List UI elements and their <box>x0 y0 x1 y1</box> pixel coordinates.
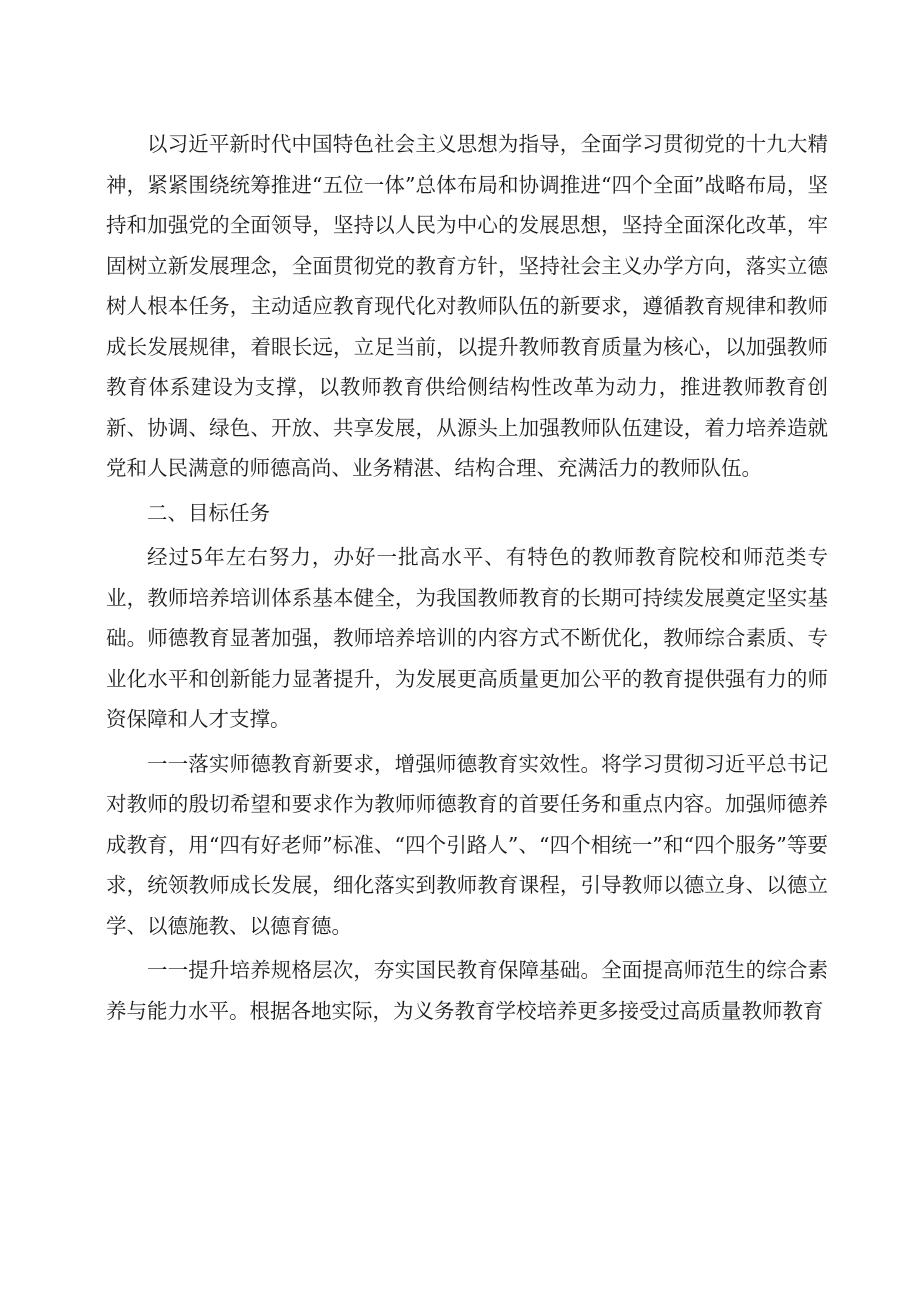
document-body <box>106 124 828 1035</box>
paragraph-five-year-goal: 经过5年左右努力，办好一批高水平、有特色的教师教育院校和师范类专业，教师培养培训体系基本健全，为我国教师教育的长期可持续发展奠定坚实基础。师德教育显著加强，教师培养培训的内容方式不断优化，教师综合素质、专业化水平和创新能力显著提升，为发展更高质量更加公平的教育提供强有力的师资保障和人才支撑。 <box>106 545 828 731</box>
section-heading-goals: 二、目标任务 <box>147 500 270 525</box>
paragraph-training-standards: 一一提升培养规格层次，夯实国民教育保障基础。全面提高师范生的综合素养与能力水平。根据各地实际，为义务教育学校培养更多接受过高质量教师教育 <box>106 958 828 1023</box>
paragraph-guiding-ideology: 以习近平新时代中国特色社会主义思想为指导，全面学习贯彻党的十九大精神，紧紧围绕统筹推进“五位一体”总体布局和协调推进“四个全面”战略布局，坚持和加强党的全面领导，坚持以人民为中心的发展思想，坚持全面深化改革，牢固树立新发展理念，全面贯彻党的教育方针，坚持社会主义办学方向，落实立德树人根本任务，主动适应教育现代化对教师队伍的新要求，遵循教育规律和教师成长发展规律，着眼长远，立足当前，以提升教师教育质量为核心，以加强教师教育体系建设为支撑，以教师教育供给侧结构性改革为动力，推进教师教育创新、协调、绿色、开放、共享发展，从源头上加强教师队伍建设，着力培养造就党和人民满意的师德高尚、业务精湛、结构合理、充满活力的教师队伍。 <box>106 132 828 480</box>
paragraph-ethics-education: 一一落实师德教育新要求，增强师德教育实效性。将学习贯彻习近平总书记对教师的殷切希望和要求作为教师师德教育的首要任务和重点内容。加强师德养成教育，用“四有好老师”标准、“四个引路人”、“四个相统一”和“四个服务”等要求，统领教师成长发展，细化落实到教师教育课程，引导教师以德立身、以德立学、以德施教、以德育德。 <box>106 751 828 938</box>
